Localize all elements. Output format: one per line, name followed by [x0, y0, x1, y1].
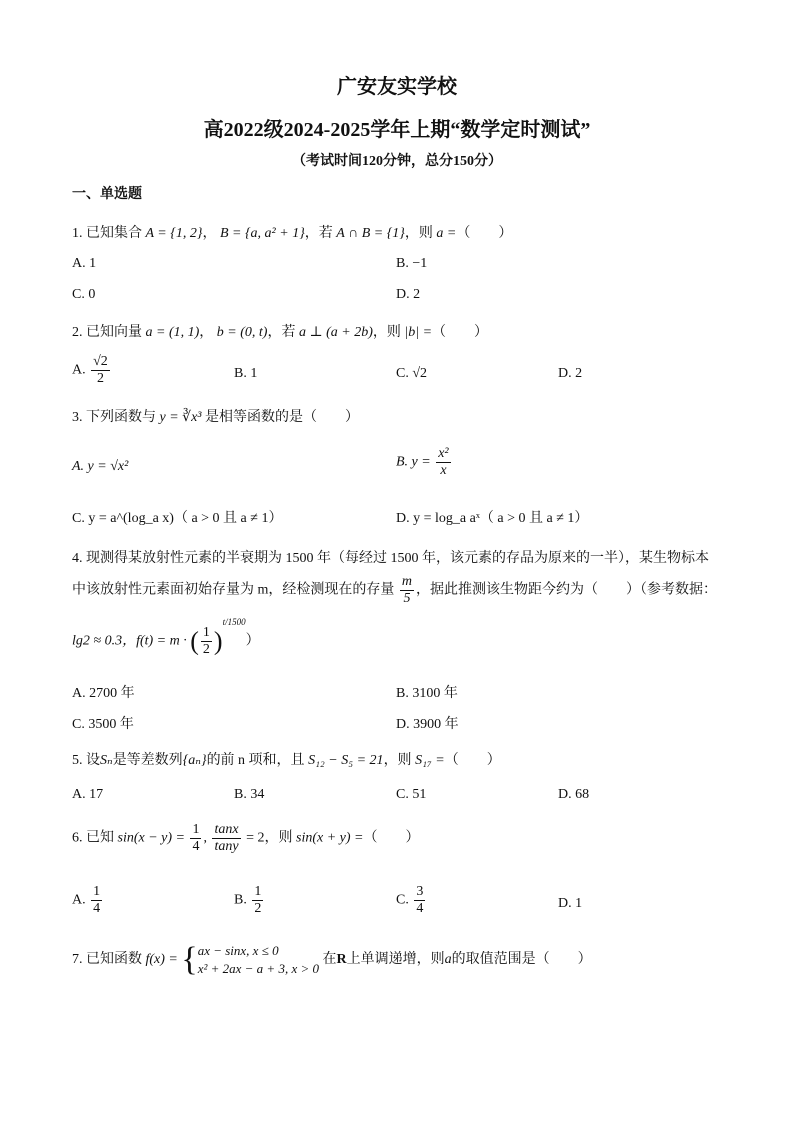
q4-option-c[interactable]: C. 3500 年	[72, 717, 134, 732]
q2-option-b[interactable]: B. 1	[234, 366, 258, 381]
q4-option-d[interactable]: D. 3900 年	[396, 717, 459, 732]
q2-option-c[interactable]: C. √2	[396, 366, 428, 381]
vector-b: b = (0, t)	[216, 325, 268, 340]
section-title: 一、单选题	[72, 187, 142, 202]
question-2: 2. 已知向量 a = (1, 1)， b = (0, t)，若 a ⊥ (a + 2b)，则 |b| =（ ）	[72, 325, 489, 340]
q5-option-c[interactable]: C. 51	[396, 787, 427, 802]
set-a: A = {1, 2}	[145, 226, 203, 241]
q3-option-d[interactable]: D. y = log_a aˣ（ a > 0 且 a ≠ 1）	[396, 511, 589, 526]
q2-option-d[interactable]: D. 2	[558, 366, 583, 381]
q2-option-a[interactable]: A. $\frac{√2}{2}$	[72, 354, 108, 386]
condition: a ⊥ (a + 2b)	[298, 325, 373, 340]
q5-option-d[interactable]: D. 68	[558, 787, 590, 802]
q6-option-a[interactable]: A. $\frac{1}{4}$	[72, 884, 101, 916]
q3-option-b[interactable]: B. y = $\frac{\text{x²}}{x}$	[396, 446, 449, 478]
q3-option-c[interactable]: C. y = a^(log_a x)（ a > 0 且 a ≠ 1）	[72, 511, 283, 526]
question-1: 1. 已知集合 A = {1, 2}， B = {a, a² + 1}，若 A ∩ B = {1}，则 a =（ ）	[72, 226, 513, 241]
vector-a: a = (1, 1)	[145, 325, 200, 340]
q1-option-b[interactable]: B. −1	[396, 256, 428, 271]
question-4-line-2: 中该放射性元素面初始存量为 m，经检测现在的存量 $\frac{m}{5}$ ，据此推测该生物距今约为（ ）（参考数据：	[72, 574, 718, 606]
exam-info: （考试时间120分钟，总分150分）	[292, 154, 502, 169]
question-6: 6. 已知 sin(x − y) = $\frac{1}{4}$ , $\frac{\tan x}{\tan y}$ = 2，则 sin(x + y) =（ ）	[72, 822, 420, 854]
question-4-line-1: 4. 现测得某放射性元素的半衰期为 1500 年（每经过 1500 年，该元素的存品为原来的一半），某生物标本	[72, 551, 709, 566]
set-b: B = {a, a² + 1}	[219, 226, 305, 241]
question-3: 3. 下列函数与 y = ∛x³ 是相等函数的是（ ）	[72, 410, 359, 425]
q4-option-a[interactable]: A. 2700 年	[72, 686, 135, 701]
q6-option-c[interactable]: C. $\frac{3}{4}$	[396, 884, 424, 916]
question-4-line-3: lg2 ≈ 0.3，f(t) = m · ( $\frac{1}{2}$ )$^{t/1500}$）	[72, 617, 260, 657]
q1-option-d[interactable]: D. 2	[396, 287, 421, 302]
question-5: 5. 设Sₙ是等差数列{aₙ}的前 n 项和，且 S₁₂ − S₅ = 21，则 S₁₇ =（ ）	[72, 753, 501, 768]
q6-option-d[interactable]: D. 1	[558, 896, 583, 911]
question-7: 7. 已知函数 f(x) = { ax − sinx, x ≤ 0 x² + 2ax − a + 3, x > 0 在R上单调递增，则a的取值范围是（ ）	[72, 941, 592, 978]
q5-option-b[interactable]: B. 34	[234, 787, 265, 802]
school-name: 广安友实学校	[337, 76, 457, 98]
condition: A ∩ B = {1}	[336, 226, 405, 241]
exam-title: 高2022级2024-2025学年上期“数学定时测试”	[203, 119, 591, 141]
q4-option-b[interactable]: B. 3100 年	[396, 686, 458, 701]
q3-option-a[interactable]: A. y = √x²	[72, 459, 129, 474]
q6-option-b[interactable]: B. $\frac{1}{2}$	[234, 884, 262, 916]
q1-option-a[interactable]: A. 1	[72, 256, 97, 271]
q1-option-c[interactable]: C. 0	[72, 287, 96, 302]
q5-option-a[interactable]: A. 17	[72, 787, 104, 802]
